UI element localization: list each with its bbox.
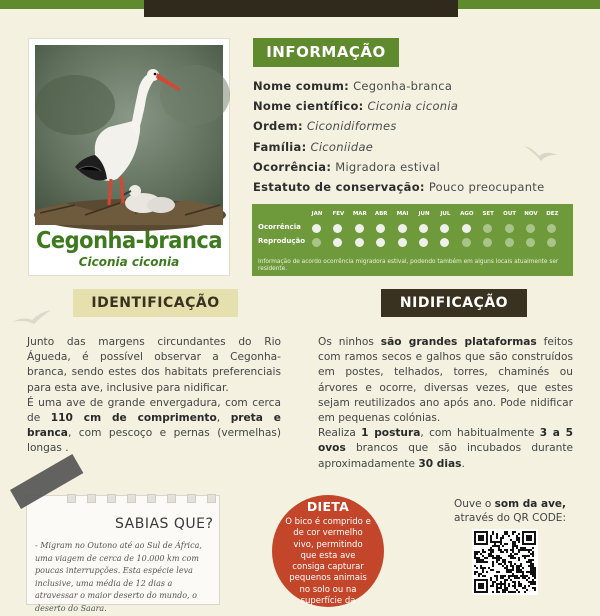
calendar-dot — [483, 238, 492, 247]
info-value: Ciconia ciconia — [367, 99, 459, 114]
qr-code[interactable] — [472, 529, 538, 595]
calendar-row-label: Reprodução — [258, 237, 306, 245]
info-value: Migradora estival — [335, 159, 441, 174]
notebook-holes — [67, 494, 217, 504]
calendar-dot — [547, 224, 556, 233]
diet-title: DIETA — [306, 499, 350, 514]
identification-paragraph-1: Junto das margens circundantes do Rio Águeda, é possível observar a Cegonha-branca, sendo estes dos habitats preferenciais para esta ave, inclusive para nidificar. — [27, 336, 281, 394]
calendar-dot — [483, 224, 492, 233]
info-value: Ciconidiformes — [306, 119, 397, 134]
calendar-dot — [505, 238, 514, 247]
calendar-dot — [526, 238, 535, 247]
calendar-month-label: MAR — [352, 211, 367, 217]
info-row — [253, 116, 583, 136]
info-row — [253, 96, 583, 116]
calendar-dot — [312, 238, 321, 247]
calendar-month-label: SET — [482, 211, 494, 217]
calendar-month-label: NOV — [524, 211, 538, 217]
calendar-month-label: JUN — [418, 211, 430, 217]
calendar-month-label: MAI — [396, 211, 409, 217]
identification-text — [27, 335, 281, 457]
stork-photo — [35, 45, 223, 225]
info-value: Pouco preocupante — [428, 179, 545, 194]
identification-paragraph-2: É uma ave de grande envergadura, com cerca de 110 cm de comprimento, preta e branca, com pescoço e pernas (vermelhas) longas . — [27, 396, 281, 455]
flying-bird-icon — [12, 308, 52, 328]
calendar-months — [312, 211, 568, 219]
identification-heading: IDENTIFICAÇÃO — [73, 289, 238, 317]
info-list — [253, 76, 583, 197]
calendar-dot — [333, 238, 342, 247]
calendar-dot — [440, 224, 449, 233]
calendar-dot — [355, 238, 364, 247]
calendar-month-label: JUL — [440, 211, 451, 217]
calendar-dot — [376, 238, 385, 247]
info-heading: INFORMAÇÃO — [253, 38, 399, 67]
calendar-month-label: DEZ — [546, 211, 559, 217]
info-row — [253, 137, 583, 157]
info-label: Nome comum: — [253, 79, 350, 93]
did-you-know-title: SABIAS QUE? — [115, 516, 214, 532]
info-value: Cegonha-branca — [353, 79, 453, 93]
diet-text: O bico é comprido e de cor vermelho vivo, permitindo que esta ave consiga capturar pequenos animais no solo ou na superfície da — [285, 517, 371, 607]
info-label: Nome científico: — [253, 99, 364, 114]
species-photo-card — [28, 38, 230, 276]
info-row — [253, 157, 583, 177]
calendar-month-label: JAN — [311, 211, 323, 217]
calendar-dot — [462, 238, 471, 247]
calendar-row-label: Ocorrência — [258, 223, 301, 231]
calendar-note: Informação de acordo ocorrência migradora estival, podendo também em alguns locais atualmente ser residente. — [258, 259, 559, 272]
calendar-dot — [376, 224, 385, 233]
nesting-paragraph-2: Realiza 1 postura, com habitualmente 3 a 5 ovos brancos que são incubados durante aproximadamente 30 dias. — [318, 427, 573, 470]
phenology-calendar — [252, 204, 573, 276]
info-row — [253, 76, 583, 96]
calendar-dot — [440, 238, 449, 247]
calendar-dot — [547, 238, 556, 247]
info-label: Família: — [253, 139, 307, 154]
did-you-know-text: - Migram no Outono até ao Sul de África, uma viagem de cerca de 10.000 km com poucas interrupções. Esta espécie leva inclusive, uma média de 12 dias a atravessar o maior deserto do mundo, o deserto do Saara. — [35, 541, 202, 613]
calendar-dot — [419, 238, 428, 247]
calendar-dot — [333, 224, 342, 233]
info-value: Ciconiidae — [310, 139, 374, 154]
nesting-text — [318, 335, 573, 472]
calendar-dot — [462, 224, 471, 233]
info-label: Estatuto de conservação: — [253, 179, 425, 194]
species-scientific-title: Ciconia ciconia — [78, 255, 180, 269]
calendar-dot — [312, 224, 321, 233]
calendar-dot — [526, 224, 535, 233]
calendar-dot — [419, 224, 428, 233]
did-you-know-card — [26, 495, 220, 613]
calendar-month-label: AGO — [460, 211, 474, 217]
nesting-heading: NIDIFICAÇÃO — [381, 289, 527, 317]
diet-circle — [272, 495, 384, 607]
calendar-dot — [505, 224, 514, 233]
info-label: Ocorrência: — [253, 159, 332, 174]
calendar-month-label: ABR — [374, 211, 388, 217]
qr-caption: Ouve o som da ave, através do QR CODE: — [453, 498, 567, 524]
calendar-month-label: FEV — [332, 211, 345, 217]
info-row — [253, 177, 583, 197]
calendar-dot — [398, 224, 407, 233]
stork-illustration — [35, 45, 223, 225]
info-label: Ordem: — [253, 119, 303, 134]
calendar-dot — [355, 224, 364, 233]
calendar-month-label: OUT — [503, 211, 517, 217]
top-title-bar — [144, 0, 458, 17]
qr-code-icon — [472, 529, 538, 595]
calendar-dot — [398, 238, 407, 247]
nesting-paragraph-1: Os ninhos são grandes plataformas feitos com ramos secos e galhos que são construídos em postes, telhados, torres, chaminés ou árvores e ocorre, diversas vezes, que estes sejam reutilizados ano após ano. Pode nidificar em pequenas colónias. — [318, 336, 573, 425]
species-common-title: Cegonha-branca — [35, 226, 223, 254]
